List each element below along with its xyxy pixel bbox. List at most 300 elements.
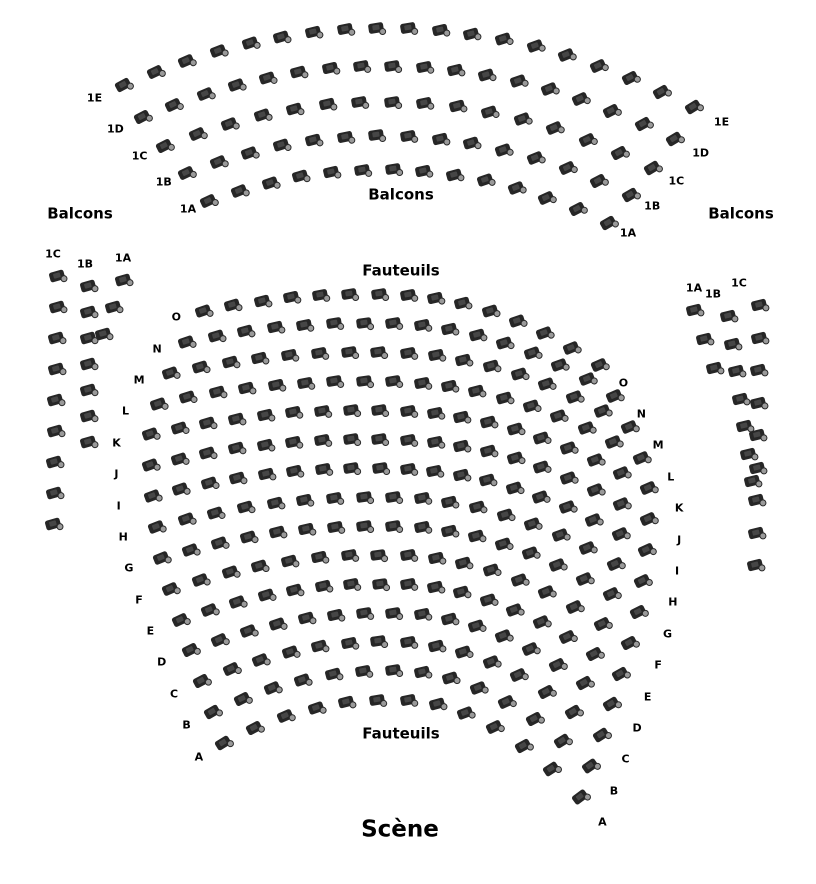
seat-icon[interactable] <box>253 294 270 307</box>
seat-icon[interactable] <box>385 375 401 387</box>
seat-icon[interactable] <box>79 383 96 397</box>
seat-icon[interactable] <box>310 551 327 564</box>
seat-icon[interactable] <box>356 520 372 532</box>
seat-icon[interactable] <box>637 542 655 557</box>
seat-icon[interactable] <box>245 720 263 736</box>
seat-icon[interactable] <box>586 452 604 467</box>
seat-icon[interactable] <box>400 289 417 302</box>
seat-icon[interactable] <box>495 391 512 405</box>
seat-icon[interactable] <box>509 74 526 88</box>
seat-icon[interactable] <box>505 481 522 495</box>
seat-icon[interactable] <box>385 491 401 503</box>
seat-icon[interactable] <box>749 428 766 441</box>
seat-icon[interactable] <box>170 421 187 435</box>
seat-icon[interactable] <box>431 132 448 145</box>
seat-icon[interactable] <box>251 559 268 573</box>
seat-icon[interactable] <box>46 424 63 438</box>
seat-icon[interactable] <box>233 691 251 707</box>
seat-icon[interactable] <box>210 632 228 647</box>
seat-icon[interactable] <box>181 643 199 659</box>
seat-icon[interactable] <box>371 288 387 300</box>
seat-icon[interactable] <box>114 273 131 287</box>
seat-icon[interactable] <box>370 346 386 358</box>
seat-icon[interactable] <box>523 517 540 531</box>
seat-icon[interactable] <box>338 695 355 708</box>
seat-icon[interactable] <box>551 528 569 543</box>
seat-icon[interactable] <box>446 168 463 182</box>
seat-icon[interactable] <box>427 349 444 362</box>
seat-icon[interactable] <box>286 102 303 116</box>
seat-icon[interactable] <box>46 393 63 407</box>
seat-icon[interactable] <box>251 652 269 667</box>
seat-icon[interactable] <box>324 668 341 682</box>
seat-icon[interactable] <box>45 486 62 500</box>
seat-icon[interactable] <box>385 317 401 329</box>
seat-icon[interactable] <box>514 738 532 754</box>
seat-icon[interactable] <box>633 573 651 588</box>
seat-icon[interactable] <box>604 435 622 450</box>
seat-icon[interactable] <box>413 376 430 389</box>
seat-icon[interactable] <box>241 145 259 160</box>
seat-icon[interactable] <box>558 500 576 515</box>
seat-icon[interactable] <box>79 435 96 449</box>
seat-icon[interactable] <box>426 406 443 419</box>
seat-icon[interactable] <box>227 78 245 93</box>
seat-icon[interactable] <box>256 408 273 421</box>
seat-icon[interactable] <box>589 58 607 73</box>
seat-icon[interactable] <box>227 412 244 425</box>
seat-icon[interactable] <box>340 346 356 358</box>
seat-icon[interactable] <box>355 491 371 503</box>
seat-icon[interactable] <box>611 666 629 682</box>
seat-icon[interactable] <box>479 415 496 428</box>
seat-icon[interactable] <box>340 636 357 649</box>
seat-icon[interactable] <box>620 419 638 434</box>
seat-icon[interactable] <box>161 581 179 596</box>
seat-icon[interactable] <box>400 462 417 475</box>
seat-icon[interactable] <box>314 463 331 476</box>
seat-icon[interactable] <box>427 291 444 304</box>
seat-icon[interactable] <box>342 433 358 445</box>
seat-icon[interactable] <box>342 404 358 416</box>
seat-icon[interactable] <box>79 409 96 423</box>
seat-icon[interactable] <box>269 525 286 538</box>
seat-icon[interactable] <box>538 377 555 391</box>
seat-icon[interactable] <box>507 181 525 196</box>
seat-icon[interactable] <box>143 489 161 504</box>
seat-icon[interactable] <box>241 36 258 50</box>
seat-icon[interactable] <box>684 99 702 115</box>
seat-icon[interactable] <box>612 466 630 481</box>
seat-icon[interactable] <box>327 520 344 533</box>
seat-icon[interactable] <box>494 537 511 551</box>
seat-icon[interactable] <box>177 165 195 181</box>
seat-icon[interactable] <box>196 86 214 101</box>
seat-icon[interactable] <box>177 335 194 349</box>
seat-icon[interactable] <box>602 696 620 712</box>
seat-icon[interactable] <box>535 326 553 341</box>
seat-icon[interactable] <box>578 372 596 387</box>
seat-icon[interactable] <box>611 527 629 542</box>
seat-icon[interactable] <box>263 681 281 696</box>
seat-icon[interactable] <box>482 359 499 373</box>
seat-icon[interactable] <box>240 530 257 544</box>
seat-icon[interactable] <box>441 379 458 392</box>
seat-icon[interactable] <box>326 317 342 329</box>
seat-icon[interactable] <box>371 433 387 445</box>
seat-icon[interactable] <box>161 366 178 380</box>
seat-icon[interactable] <box>748 493 765 506</box>
seat-icon[interactable] <box>467 529 484 543</box>
seat-icon[interactable] <box>575 675 593 691</box>
seat-icon[interactable] <box>355 317 371 329</box>
seat-icon[interactable] <box>455 556 472 570</box>
seat-icon[interactable] <box>210 535 227 549</box>
seat-icon[interactable] <box>732 392 749 405</box>
seat-icon[interactable] <box>551 358 569 373</box>
seat-icon[interactable] <box>696 332 713 345</box>
seat-icon[interactable] <box>141 458 158 472</box>
seat-icon[interactable] <box>542 761 560 778</box>
seat-icon[interactable] <box>548 558 566 573</box>
seat-icon[interactable] <box>639 481 657 496</box>
seat-icon[interactable] <box>164 97 182 112</box>
seat-icon[interactable] <box>563 340 581 355</box>
seat-icon[interactable] <box>413 521 430 534</box>
seat-icon[interactable] <box>281 645 298 659</box>
seat-icon[interactable] <box>79 305 96 319</box>
seat-icon[interactable] <box>199 416 216 430</box>
seat-icon[interactable] <box>448 100 465 113</box>
seat-icon[interactable] <box>578 541 596 556</box>
seat-icon[interactable] <box>481 304 498 318</box>
seat-icon[interactable] <box>311 640 328 654</box>
seat-icon[interactable] <box>602 586 620 601</box>
seat-icon[interactable] <box>747 526 764 539</box>
seat-icon[interactable] <box>261 175 278 189</box>
seat-icon[interactable] <box>463 27 480 41</box>
seat-icon[interactable] <box>228 595 246 610</box>
seat-icon[interactable] <box>44 517 61 531</box>
seat-icon[interactable] <box>665 131 683 147</box>
seat-icon[interactable] <box>282 291 299 304</box>
seat-icon[interactable] <box>400 636 417 649</box>
seat-icon[interactable] <box>341 288 357 300</box>
seat-icon[interactable] <box>571 789 589 806</box>
seat-icon[interactable] <box>104 300 121 314</box>
seat-icon[interactable] <box>482 563 499 577</box>
seat-icon[interactable] <box>593 403 611 418</box>
seat-icon[interactable] <box>525 711 543 727</box>
seat-icon[interactable] <box>356 607 372 619</box>
seat-icon[interactable] <box>575 571 593 586</box>
seat-icon[interactable] <box>285 435 302 448</box>
seat-icon[interactable] <box>558 629 576 644</box>
seat-icon[interactable] <box>568 202 586 218</box>
seat-icon[interactable] <box>222 662 240 677</box>
seat-icon[interactable] <box>593 616 611 632</box>
seat-icon[interactable] <box>370 635 386 647</box>
seat-icon[interactable] <box>230 183 248 198</box>
seat-icon[interactable] <box>384 95 400 107</box>
seat-icon[interactable] <box>310 347 327 360</box>
seat-icon[interactable] <box>747 558 764 571</box>
seat-icon[interactable] <box>548 657 566 673</box>
seat-icon[interactable] <box>720 309 737 322</box>
seat-icon[interactable] <box>177 512 194 526</box>
seat-icon[interactable] <box>526 39 544 54</box>
seat-icon[interactable] <box>207 506 224 520</box>
seat-icon[interactable] <box>155 138 173 154</box>
seat-icon[interactable] <box>400 130 417 143</box>
seat-icon[interactable] <box>207 329 224 343</box>
seat-icon[interactable] <box>221 565 238 579</box>
seat-icon[interactable] <box>152 550 170 565</box>
seat-icon[interactable] <box>203 704 221 720</box>
seat-icon[interactable] <box>414 666 431 679</box>
seat-icon[interactable] <box>256 438 273 451</box>
seat-icon[interactable] <box>513 112 531 127</box>
seat-icon[interactable] <box>400 433 417 446</box>
seat-icon[interactable] <box>479 444 496 458</box>
seat-icon[interactable] <box>643 160 661 176</box>
seat-icon[interactable] <box>229 471 246 485</box>
seat-icon[interactable] <box>467 619 484 633</box>
seat-icon[interactable] <box>482 655 500 670</box>
seat-icon[interactable] <box>584 513 602 528</box>
seat-icon[interactable] <box>336 23 353 36</box>
seat-icon[interactable] <box>314 580 331 593</box>
seat-icon[interactable] <box>385 664 401 676</box>
seat-icon[interactable] <box>296 318 313 331</box>
seat-icon[interactable] <box>272 138 289 152</box>
seat-icon[interactable] <box>224 298 241 312</box>
seat-icon[interactable] <box>369 693 385 705</box>
seat-icon[interactable] <box>533 460 550 474</box>
seat-icon[interactable] <box>415 60 432 73</box>
seat-icon[interactable] <box>209 154 227 169</box>
seat-icon[interactable] <box>476 173 493 187</box>
seat-icon[interactable] <box>258 70 275 84</box>
seat-icon[interactable] <box>170 452 187 466</box>
seat-icon[interactable] <box>285 583 302 597</box>
seat-icon[interactable] <box>209 43 227 58</box>
seat-icon[interactable] <box>744 474 761 487</box>
seat-icon[interactable] <box>354 665 371 678</box>
seat-icon[interactable] <box>565 599 583 614</box>
seat-icon[interactable] <box>621 70 639 86</box>
seat-icon[interactable] <box>47 331 64 345</box>
seat-icon[interactable] <box>428 697 445 711</box>
seat-icon[interactable] <box>351 96 368 108</box>
seat-icon[interactable] <box>557 48 575 63</box>
seat-icon[interactable] <box>149 396 166 410</box>
seat-icon[interactable] <box>441 322 458 335</box>
seat-icon[interactable] <box>748 461 765 474</box>
seat-icon[interactable] <box>494 32 511 46</box>
seat-icon[interactable] <box>172 482 189 496</box>
seat-icon[interactable] <box>724 337 741 350</box>
seat-icon[interactable] <box>591 727 609 744</box>
seat-icon[interactable] <box>629 604 647 620</box>
seat-icon[interactable] <box>371 462 387 474</box>
seat-icon[interactable] <box>509 668 527 683</box>
seat-icon[interactable] <box>452 468 469 481</box>
seat-icon[interactable] <box>400 694 417 707</box>
seat-icon[interactable] <box>171 612 189 627</box>
seat-icon[interactable] <box>706 361 723 374</box>
seat-icon[interactable] <box>441 495 458 508</box>
seat-icon[interactable] <box>384 163 400 175</box>
seat-icon[interactable] <box>314 404 331 416</box>
seat-icon[interactable] <box>94 327 111 341</box>
seat-icon[interactable] <box>586 483 604 498</box>
seat-icon[interactable] <box>343 462 359 474</box>
seat-icon[interactable] <box>356 375 372 387</box>
seat-icon[interactable] <box>146 64 164 80</box>
seat-icon[interactable] <box>521 641 539 656</box>
seat-icon[interactable] <box>452 585 469 599</box>
seat-icon[interactable] <box>296 493 313 506</box>
seat-icon[interactable] <box>468 328 485 342</box>
seat-icon[interactable] <box>114 77 132 93</box>
seat-icon[interactable] <box>237 324 254 338</box>
seat-icon[interactable] <box>400 404 417 417</box>
seat-icon[interactable] <box>194 304 211 318</box>
seat-icon[interactable] <box>327 608 344 621</box>
seat-icon[interactable] <box>368 129 384 141</box>
seat-icon[interactable] <box>750 363 767 376</box>
seat-icon[interactable] <box>290 65 307 79</box>
seat-icon[interactable] <box>750 331 767 344</box>
seat-icon[interactable] <box>200 476 217 490</box>
seat-icon[interactable] <box>79 279 96 293</box>
seat-icon[interactable] <box>267 378 284 391</box>
seat-icon[interactable] <box>304 133 321 146</box>
seat-icon[interactable] <box>200 602 218 617</box>
seat-icon[interactable] <box>276 709 294 724</box>
seat-icon[interactable] <box>553 733 571 749</box>
seat-icon[interactable] <box>314 434 331 447</box>
seat-icon[interactable] <box>510 573 527 587</box>
seat-icon[interactable] <box>612 496 630 511</box>
seat-icon[interactable] <box>326 375 342 387</box>
seat-icon[interactable] <box>620 635 638 651</box>
seat-icon[interactable] <box>468 384 485 397</box>
seat-icon[interactable] <box>558 161 576 176</box>
seat-icon[interactable] <box>257 467 274 480</box>
seat-icon[interactable] <box>48 269 65 283</box>
seat-icon[interactable] <box>469 681 487 696</box>
seat-icon[interactable] <box>179 390 196 404</box>
seat-icon[interactable] <box>521 546 538 560</box>
seat-icon[interactable] <box>453 410 470 423</box>
seat-icon[interactable] <box>506 451 523 465</box>
seat-icon[interactable] <box>307 701 324 715</box>
seat-icon[interactable] <box>426 435 443 448</box>
seat-icon[interactable] <box>340 549 357 561</box>
seat-icon[interactable] <box>353 60 370 72</box>
seat-icon[interactable] <box>559 441 576 455</box>
seat-icon[interactable] <box>199 193 217 208</box>
seat-icon[interactable] <box>292 169 309 183</box>
seat-icon[interactable] <box>454 645 471 659</box>
seat-icon[interactable] <box>533 431 550 445</box>
seat-icon[interactable] <box>413 608 430 621</box>
seat-icon[interactable] <box>496 336 513 350</box>
seat-icon[interactable] <box>686 303 703 316</box>
seat-icon[interactable] <box>354 163 371 175</box>
seat-icon[interactable] <box>188 126 206 141</box>
seat-icon[interactable] <box>749 396 766 409</box>
seat-icon[interactable] <box>454 296 471 309</box>
seat-icon[interactable] <box>538 585 556 600</box>
seat-icon[interactable] <box>343 578 360 591</box>
seat-icon[interactable] <box>505 602 523 617</box>
seat-icon[interactable] <box>740 447 757 460</box>
seat-icon[interactable] <box>440 524 457 537</box>
seat-icon[interactable] <box>192 673 210 689</box>
seat-icon[interactable] <box>510 367 527 381</box>
seat-icon[interactable] <box>427 551 444 564</box>
seat-icon[interactable] <box>266 496 283 509</box>
seat-icon[interactable] <box>446 63 463 76</box>
seat-icon[interactable] <box>639 512 657 527</box>
seat-icon[interactable] <box>537 684 555 700</box>
seat-icon[interactable] <box>294 673 311 687</box>
seat-icon[interactable] <box>526 151 544 166</box>
seat-icon[interactable] <box>298 611 315 625</box>
seat-icon[interactable] <box>305 25 322 38</box>
seat-icon[interactable] <box>606 388 624 403</box>
seat-icon[interactable] <box>728 364 745 377</box>
seat-icon[interactable] <box>413 319 430 332</box>
seat-icon[interactable] <box>268 617 285 631</box>
seat-icon[interactable] <box>79 357 96 371</box>
seat-icon[interactable] <box>599 215 617 231</box>
seat-icon[interactable] <box>251 351 268 364</box>
seat-icon[interactable] <box>578 132 596 147</box>
seat-icon[interactable] <box>147 520 165 535</box>
seat-icon[interactable] <box>610 145 628 161</box>
seat-icon[interactable] <box>141 427 158 441</box>
seat-icon[interactable] <box>221 355 238 369</box>
seat-icon[interactable] <box>239 623 257 638</box>
seat-icon[interactable] <box>496 508 513 522</box>
seat-icon[interactable] <box>368 22 384 34</box>
seat-icon[interactable] <box>227 442 244 456</box>
seat-icon[interactable] <box>497 694 515 709</box>
seat-icon[interactable] <box>281 348 298 361</box>
seat-icon[interactable] <box>400 549 417 562</box>
seat-icon[interactable] <box>47 362 64 376</box>
seat-icon[interactable] <box>481 105 498 119</box>
seat-icon[interactable] <box>298 522 315 535</box>
seat-icon[interactable] <box>427 639 444 652</box>
seat-icon[interactable] <box>199 446 216 460</box>
seat-icon[interactable] <box>177 53 195 68</box>
seat-icon[interactable] <box>426 464 443 477</box>
seat-icon[interactable] <box>181 542 199 557</box>
seat-icon[interactable] <box>236 500 253 514</box>
seat-icon[interactable] <box>400 347 417 360</box>
seat-icon[interactable] <box>326 491 343 504</box>
seat-icon[interactable] <box>463 136 480 150</box>
seat-icon[interactable] <box>494 142 511 156</box>
seat-icon[interactable] <box>385 520 401 532</box>
seat-icon[interactable] <box>559 470 576 484</box>
seat-icon[interactable] <box>371 578 387 590</box>
